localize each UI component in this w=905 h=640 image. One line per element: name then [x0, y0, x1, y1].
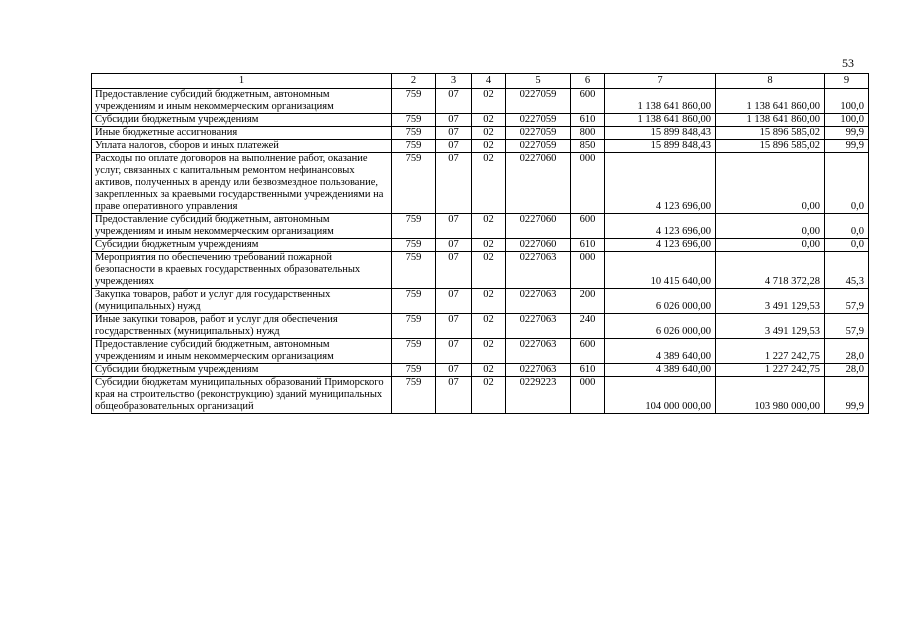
cell-section: 07 [436, 140, 472, 153]
cell-subsection: 02 [472, 339, 506, 364]
cell-ministry: 759 [392, 214, 436, 239]
col-header-7: 7 [605, 74, 716, 89]
cell-executed: 15 896 585,02 [716, 127, 825, 140]
cell-expense-type: 610 [571, 114, 605, 127]
cell-section: 07 [436, 114, 472, 127]
cell-ministry: 759 [392, 339, 436, 364]
cell-subsection: 02 [472, 364, 506, 377]
cell-section: 07 [436, 153, 472, 214]
col-header-6: 6 [571, 74, 605, 89]
col-header-2: 2 [392, 74, 436, 89]
row-name: Предоставление субсидий бюджетным, автономным учреждениям и иным некоммерческим организациям [92, 339, 392, 364]
table-row [92, 89, 869, 114]
cell-section: 07 [436, 314, 472, 339]
cell-executed: 1 227 242,75 [716, 339, 825, 364]
cell-executed: 0,00 [716, 214, 825, 239]
cell-percent: 57,9 [825, 289, 869, 314]
cell-percent: 0,0 [825, 239, 869, 252]
cell-percent: 99,9 [825, 377, 869, 414]
cell-planned: 1 138 641 860,00 [605, 114, 716, 127]
col-header-5: 5 [506, 74, 571, 89]
cell-expense-type: 600 [571, 339, 605, 364]
cell-executed: 103 980 000,00 [716, 377, 825, 414]
cell-subsection: 02 [472, 114, 506, 127]
cell-executed: 3 491 129,53 [716, 314, 825, 339]
table-row [92, 214, 869, 239]
cell-expense-type: 000 [571, 153, 605, 214]
table-row [92, 127, 869, 140]
cell-target: 0227063 [506, 252, 571, 289]
col-header-4: 4 [472, 74, 506, 89]
cell-target: 0229223 [506, 377, 571, 414]
cell-percent: 100,0 [825, 89, 869, 114]
cell-subsection: 02 [472, 214, 506, 239]
cell-percent: 0,0 [825, 214, 869, 239]
cell-ministry: 759 [392, 140, 436, 153]
cell-ministry: 759 [392, 289, 436, 314]
cell-subsection: 02 [472, 153, 506, 214]
cell-executed: 0,00 [716, 153, 825, 214]
cell-subsection: 02 [472, 314, 506, 339]
row-name: Иные закупки товаров, работ и услуг для обеспечения государственных (муниципальных) нужд [92, 314, 392, 339]
cell-expense-type: 610 [571, 239, 605, 252]
cell-ministry: 759 [392, 377, 436, 414]
cell-ministry: 759 [392, 127, 436, 140]
cell-expense-type: 600 [571, 89, 605, 114]
cell-target: 0227060 [506, 153, 571, 214]
cell-target: 0227063 [506, 339, 571, 364]
cell-executed: 1 138 641 860,00 [716, 89, 825, 114]
cell-target: 0227063 [506, 364, 571, 377]
cell-planned: 6 026 000,00 [605, 289, 716, 314]
row-name: Предоставление субсидий бюджетным, автономным учреждениям и иным некоммерческим организациям [92, 89, 392, 114]
cell-executed: 4 718 372,28 [716, 252, 825, 289]
cell-executed: 1 138 641 860,00 [716, 114, 825, 127]
table-row [92, 314, 869, 339]
cell-expense-type: 200 [571, 289, 605, 314]
cell-subsection: 02 [472, 127, 506, 140]
cell-subsection: 02 [472, 377, 506, 414]
row-name: Субсидии бюджетам муниципальных образований Приморского края на строительство (реконструкцию) зданий муниципальных общеобразовательных организаций [92, 377, 392, 414]
row-name: Субсидии бюджетным учреждениям [92, 239, 392, 252]
cell-planned: 10 415 640,00 [605, 252, 716, 289]
cell-expense-type: 240 [571, 314, 605, 339]
cell-planned: 104 000 000,00 [605, 377, 716, 414]
table-row [92, 364, 869, 377]
table-row [92, 377, 869, 414]
cell-planned: 4 123 696,00 [605, 239, 716, 252]
cell-ministry: 759 [392, 239, 436, 252]
cell-subsection: 02 [472, 239, 506, 252]
page-number: 53 [842, 56, 854, 70]
cell-expense-type: 000 [571, 377, 605, 414]
cell-planned: 4 123 696,00 [605, 153, 716, 214]
col-header-1: 1 [92, 74, 392, 89]
cell-ministry: 759 [392, 153, 436, 214]
row-name: Субсидии бюджетным учреждениям [92, 114, 392, 127]
cell-section: 07 [436, 289, 472, 314]
cell-percent: 28,0 [825, 364, 869, 377]
row-name: Уплата налогов, сборов и иных платежей [92, 140, 392, 153]
cell-target: 0227063 [506, 289, 571, 314]
cell-planned: 4 389 640,00 [605, 364, 716, 377]
cell-expense-type: 600 [571, 214, 605, 239]
cell-target: 0227059 [506, 89, 571, 114]
row-name: Закупка товаров, работ и услуг для государственных (муниципальных) нужд [92, 289, 392, 314]
row-name: Субсидии бюджетным учреждениям [92, 364, 392, 377]
col-header-9: 9 [825, 74, 869, 89]
header-row [92, 74, 869, 89]
budget-table [91, 73, 869, 414]
cell-target: 0227059 [506, 127, 571, 140]
cell-ministry: 759 [392, 89, 436, 114]
table-row [92, 239, 869, 252]
cell-percent: 0,0 [825, 153, 869, 214]
table-row [92, 140, 869, 153]
cell-ministry: 759 [392, 364, 436, 377]
cell-expense-type: 850 [571, 140, 605, 153]
table-row [92, 289, 869, 314]
cell-section: 07 [436, 339, 472, 364]
row-name: Предоставление субсидий бюджетным, автономным учреждениям и иным некоммерческим организациям [92, 214, 392, 239]
cell-target: 0227059 [506, 140, 571, 153]
cell-planned: 6 026 000,00 [605, 314, 716, 339]
cell-percent: 99,9 [825, 127, 869, 140]
cell-percent: 28,0 [825, 339, 869, 364]
table-row [92, 339, 869, 364]
row-name: Расходы по оплате договоров на выполнение работ, оказание услуг, связанных с капитальным ремонтом нефинансовых активов, полученных в аренду или безвозмездное пользование, закрепленных за краевыми государственными учреждениями на праве оперативного управления [92, 153, 392, 214]
cell-planned: 4 123 696,00 [605, 214, 716, 239]
cell-section: 07 [436, 239, 472, 252]
col-header-3: 3 [436, 74, 472, 89]
cell-subsection: 02 [472, 289, 506, 314]
cell-percent: 99,9 [825, 140, 869, 153]
cell-executed: 0,00 [716, 239, 825, 252]
cell-expense-type: 000 [571, 252, 605, 289]
cell-percent: 45,3 [825, 252, 869, 289]
table-row [92, 114, 869, 127]
cell-target: 0227060 [506, 214, 571, 239]
cell-target: 0227059 [506, 114, 571, 127]
cell-planned: 4 389 640,00 [605, 339, 716, 364]
table-row [92, 153, 869, 214]
table-row [92, 252, 869, 289]
cell-section: 07 [436, 252, 472, 289]
row-name: Иные бюджетные ассигнования [92, 127, 392, 140]
cell-subsection: 02 [472, 89, 506, 114]
cell-section: 07 [436, 89, 472, 114]
cell-planned: 15 899 848,43 [605, 127, 716, 140]
cell-expense-type: 610 [571, 364, 605, 377]
cell-subsection: 02 [472, 252, 506, 289]
cell-ministry: 759 [392, 114, 436, 127]
cell-planned: 15 899 848,43 [605, 140, 716, 153]
cell-planned: 1 138 641 860,00 [605, 89, 716, 114]
cell-percent: 100,0 [825, 114, 869, 127]
cell-executed: 1 227 242,75 [716, 364, 825, 377]
cell-section: 07 [436, 214, 472, 239]
cell-expense-type: 800 [571, 127, 605, 140]
cell-executed: 3 491 129,53 [716, 289, 825, 314]
cell-section: 07 [436, 377, 472, 414]
cell-target: 0227060 [506, 239, 571, 252]
cell-subsection: 02 [472, 140, 506, 153]
cell-ministry: 759 [392, 252, 436, 289]
cell-ministry: 759 [392, 314, 436, 339]
cell-section: 07 [436, 127, 472, 140]
cell-executed: 15 896 585,02 [716, 140, 825, 153]
cell-target: 0227063 [506, 314, 571, 339]
cell-section: 07 [436, 364, 472, 377]
row-name: Мероприятия по обеспечению требований пожарной безопасности в краевых государственных образовательных учреждениях [92, 252, 392, 289]
cell-percent: 57,9 [825, 314, 869, 339]
col-header-8: 8 [716, 74, 825, 89]
